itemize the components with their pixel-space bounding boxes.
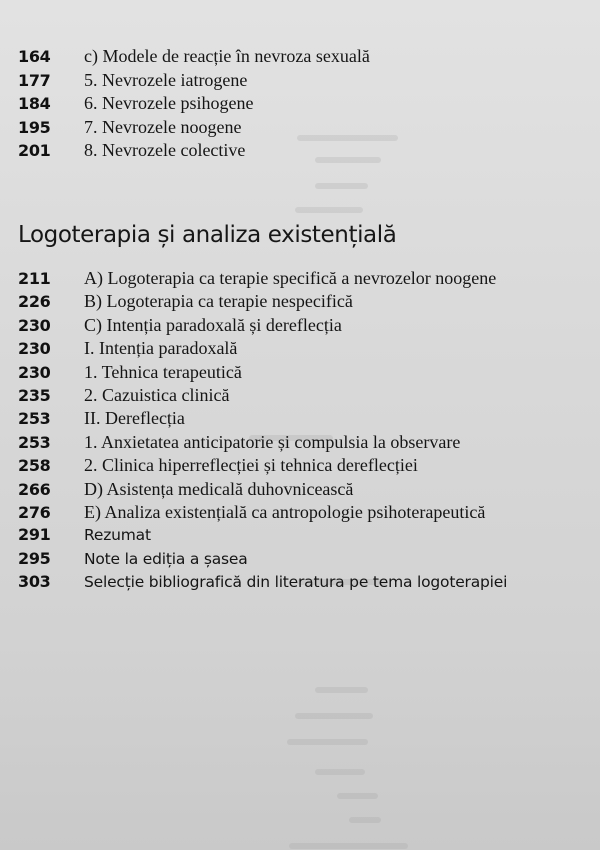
toc-entry — [18, 455, 588, 478]
toc-page-number: 184 — [18, 94, 51, 114]
toc-entry-title: B) Logoterapia ca terapie nespecifică — [84, 291, 353, 312]
toc-entry-title: 1. Anxietatea anticipatorie și compulsia la observare — [84, 431, 461, 452]
toc-entry-title: 2. Clinica hiperreflecției și tehnica dereflecției — [84, 455, 418, 476]
toc-entry-title: 7. Nevrozele noogene — [84, 116, 242, 137]
toc-page-number: 164 — [18, 47, 51, 66]
toc-page-number: 266 — [18, 479, 51, 499]
toc-entry-title: I. Intenția paradoxală — [84, 338, 238, 359]
toc-entry — [18, 362, 588, 385]
toc-entry — [18, 432, 588, 455]
toc-entry — [18, 93, 588, 117]
toc-list-previous-section — [18, 46, 588, 164]
toc-entry — [18, 525, 588, 548]
toc-entry — [18, 572, 588, 595]
toc-page-number: 177 — [18, 70, 51, 90]
toc-entry-title: A) Logoterapia ca terapie specifică a nevrozelor noogene — [84, 268, 497, 288]
toc-entry — [18, 268, 588, 291]
toc-page-number: 258 — [18, 456, 51, 476]
toc-page-number: 230 — [18, 315, 51, 335]
toc-page-number: 235 — [18, 385, 51, 405]
toc-entry-title: Rezumat — [84, 526, 151, 545]
toc-entry — [18, 408, 588, 431]
toc-page-number: 195 — [18, 117, 51, 137]
toc-entry-title: Selecție bibliografică din literatura pe tema logoterapiei — [84, 573, 508, 592]
toc-entry-title: 8. Nevrozele colective — [84, 140, 246, 161]
toc-entry — [18, 385, 588, 408]
toc-page-number: 276 — [18, 502, 51, 522]
toc-entry — [18, 549, 588, 572]
toc-entry — [18, 479, 588, 502]
toc-entry — [18, 70, 588, 94]
toc-entry-title: 5. Nevrozele iatrogene — [84, 69, 248, 90]
toc-entry-title: c) Modele de reacție în nevroza sexuală — [84, 46, 370, 66]
toc-page-number: 295 — [18, 548, 51, 568]
toc-page-number: 201 — [18, 141, 51, 161]
toc-entry-title: C) Intenția paradoxală și dereflecția — [84, 314, 342, 335]
toc-page-number: 226 — [18, 292, 51, 312]
toc-page-number: 253 — [18, 432, 51, 452]
toc-page-number: 230 — [18, 339, 51, 359]
toc-entry — [18, 291, 588, 314]
toc-page-number: 211 — [18, 269, 51, 288]
toc-entry — [18, 117, 588, 141]
toc-entry-title: 2. Cazuistica clinică — [84, 384, 230, 405]
toc-entry — [18, 140, 588, 164]
toc-page-number: 253 — [18, 409, 51, 429]
section-heading: Logoterapia și analiza existențială — [18, 222, 397, 248]
toc-entry — [18, 502, 588, 525]
toc-entry — [18, 338, 588, 361]
toc-page-number: 303 — [18, 572, 51, 592]
toc-page-number: 230 — [18, 362, 51, 382]
toc-list-logoterapia — [18, 268, 588, 595]
toc-entry-title: Note la ediția a șasea — [84, 549, 248, 568]
toc-entry — [18, 315, 588, 338]
toc-entry-title: E) Analiza existențială ca antropologie psihoterapeutică — [84, 501, 486, 522]
toc-page-number: 291 — [18, 525, 51, 545]
toc-entry-title: II. Dereflecția — [84, 408, 185, 429]
toc-entry — [18, 46, 588, 70]
toc-entry-title: D) Asistența medicală duhovnicească — [84, 478, 354, 499]
toc-entry-title: 1. Tehnica terapeutică — [84, 361, 242, 382]
toc-entry-title: 6. Nevrozele psihogene — [84, 93, 254, 114]
